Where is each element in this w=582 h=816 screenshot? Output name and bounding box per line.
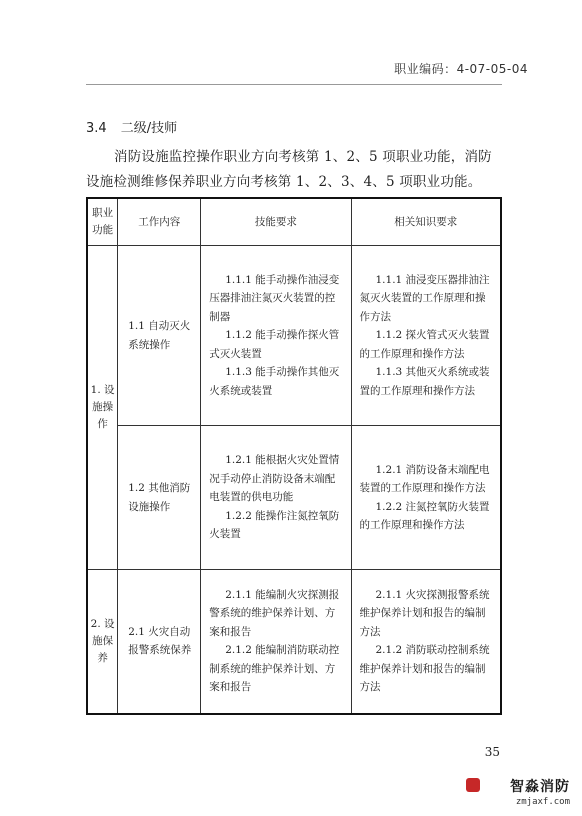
skill-item: 1.1.2 能手动操作探火管式灭火装置 xyxy=(209,329,340,360)
skill-item: 2.1.1 能编制火灾探测报警系统的维护保养计划、方案和报告 xyxy=(209,588,340,638)
skill-cell xyxy=(201,570,351,714)
table-header-row xyxy=(87,198,501,246)
work-cell: 1.2 其他消防设施操作 xyxy=(118,426,201,570)
knowledge-item: 1.2.1 消防设备末端配电装置的工作原理和操作方法 xyxy=(359,463,490,494)
skill-cell xyxy=(201,246,351,426)
intro-paragraph: 消防设施监控操作职业方向考核第 1、2、5 项职业功能，消防设施检测维修保养职业方向考核第 1、2、3、4、5 项职业功能。 xyxy=(86,149,492,190)
work-cell: 2.1 火灾自动报警系统保养 xyxy=(118,570,201,714)
knowledge-cell xyxy=(351,570,501,714)
knowledge-item: 2.1.1 火灾探测报警系统维护保养计划和报告的编制方法 xyxy=(359,588,490,638)
knowledge-item: 1.2.2 注氮控氧防火装置的工作原理和操作方法 xyxy=(359,500,490,531)
skill-item: 1.2.2 能操作注氮控氧防火装置 xyxy=(209,509,340,541)
col-header-knowledge: 相关知识要求 xyxy=(351,198,501,246)
knowledge-item: 1.1.1 油浸变压器排油注氮灭火装置的工作原理和操作方法 xyxy=(359,273,490,323)
knowledge-cell xyxy=(351,246,501,426)
knowledge-item: 2.1.2 消防联动控制系统维护保养计划和报告的编制方法 xyxy=(359,644,490,694)
function-cell: 2. 设施保养 xyxy=(87,570,118,714)
brand-name: 智淼消防 xyxy=(510,779,570,795)
col-header-function: 职业功能 xyxy=(87,198,118,246)
function-cell: 1. 设施操作 xyxy=(87,246,118,570)
section-title: 二级/技师 xyxy=(120,121,178,136)
col-header-skill: 技能要求 xyxy=(201,198,351,246)
brand-site: zmjaxf.com xyxy=(515,797,570,807)
table-row xyxy=(87,246,501,426)
section-number: 3.4 xyxy=(86,121,107,136)
section-heading xyxy=(86,117,177,136)
table-row xyxy=(87,570,501,714)
site-logo xyxy=(466,776,570,807)
skill-item: 1.1.3 能手动操作其他灭火系统或装置 xyxy=(209,366,340,397)
knowledge-item: 1.1.3 其他灭火系统或装置的工作原理和操作方法 xyxy=(359,366,490,397)
knowledge-cell xyxy=(351,426,501,570)
requirements-table xyxy=(86,197,502,715)
skill-item: 2.1.2 能编制消防联动控制系统的维护保养计划、方案和报告 xyxy=(209,644,340,694)
skill-item: 1.2.1 能根据火灾处置情况手动停止消防设备末端配电装置的供电功能 xyxy=(209,454,340,504)
occupation-code: 职业编码：4-07-05-04 xyxy=(394,62,528,76)
flame-icon xyxy=(466,778,480,792)
skill-item: 1.1.1 能手动操作油浸变压器排油注氮灭火装置的控制器 xyxy=(209,273,340,323)
col-header-work: 工作内容 xyxy=(118,198,201,246)
page-number: 35 xyxy=(484,745,500,759)
table-row xyxy=(87,426,501,570)
skill-cell xyxy=(201,426,351,570)
header-rule xyxy=(86,84,502,85)
work-cell: 1.1 自动灭火系统操作 xyxy=(118,246,201,426)
knowledge-item: 1.1.2 探火管式灭火装置的工作原理和操作方法 xyxy=(359,329,490,360)
